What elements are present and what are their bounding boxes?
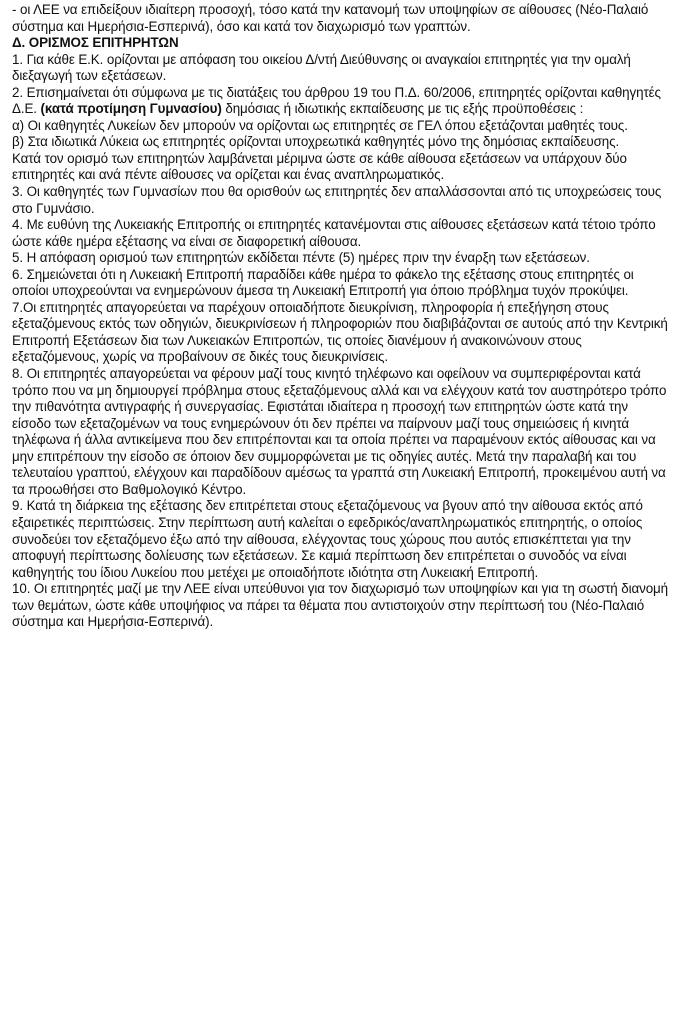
intro-item: - οι ΛΕΕ να επιδείξουν ιδιαίτερη προσοχή, τόσο κατά την κατανομή των υποψηφίων σε αίθουσες (Νέο-Παλαιό σύστημα και Ημερήσια-Εσπερινά), όσο και κατά τον διαχωρισμό των γραπτών.	[12, 2, 649, 34]
paragraph-2a: α) Οι καθηγητές Λυκείων δεν μπορούν να ορίζονται ως επιτηρητές σε ΓΕΛ όπου εξετάζονται μαθητές τους.	[12, 117, 628, 133]
paragraph-2c: Κατά τον ορισμό των επιτηρητών λαμβάνεται μέριμνα ώστε σε κάθε αίθουσα εξετάσεων να υπάρχουν δύο επιτηρητές και ανά πέντε αίθουσες να ορίζεται και ένας αναπληρωματικός.	[12, 150, 627, 183]
paragraph-6: 6. Σημειώνεται ότι η Λυκειακή Επιτροπή παραδίδει κάθε ημέρα το φάκελο της εξέτασης στους επιτηρητές οι οποίοι υποχρεούνται να ενημερώνουν άμεσα τη Λυκειακή Επιτροπή για όποιο πρόβλημα τυχόν προκύψει.	[12, 266, 634, 299]
paragraph-9: 9. Κατά τη διάρκεια της εξέτασης δεν επιτρέπεται στους εξεταζόμενους να βγουν από την αίθουσα εκτός από εξαιρετικές περιπτώσεις. Στην περίπτωση αυτή καλείται ο εφεδρικός/αναπληρωματικός επιτηρητής, ο οποίος συνοδεύει τον εξεταζόμενο έξω από την αίθουσα, ελέγχοντας τους χώρους που αυτός επισκέπτεται για την αποφυγή περίπτωσης δολίευσης των εξετάσεων. Σε καμιά περίπτωση δεν επιτρέπεται ο συνοδός να είναι καθηγητής του ίδιου Λυκείου που μετέχει με οποιαδήποτε ιδιότητα στη Λυκειακή Επιτροπή.	[12, 498, 643, 580]
paragraph-8: 8. Οι επιτηρητές απαγορεύεται να φέρουν μαζί τους κινητό τηλέφωνο και οφείλουν να συμπεριφέρονται κατά τρόπο που να μη δημιουργεί πρόβλημα στους εξεταζόμενους αλλά και να ελέγχουν κατά τον αυστηρότερο τρόπο την πιθανότητα αντιγραφής ή συνεργασίας. Εφιστάται ιδιαίτερα η προσοχή των επιτηρητών ώστε κατά την είσοδο των εξεταζομένων να τους ενημερώνουν ότι δεν πρέπει να παίρνουν μαζί τους σημειώσεις ή κινητά τηλέφωνα ή άλλα αντικείμενα που δεν επιτρέπονται και τα οποία πρέπει να παραμένουν εκτός αίθουσας και να μην επιτρέπουν την είσοδο σε όποιον δεν συμμορφώνεται με τις οδηγίες αυτές. Μετά την παραλαβή και του τελευταίου γραπτού, ελέγχουν και παραδίδουν αμέσως τα γραπτά στη Λυκειακή Επιτροπή, προκειμένου αυτή να τα προωθήσει στο Βαθμολογικό Κέντρο.	[12, 366, 667, 497]
paragraph-2-emphasis: (κατά προτίμηση Γυμνασίου)	[40, 101, 222, 117]
paragraph-5: 5. Η απόφαση ορισμού των επιτηρητών εκδίδεται πέντε (5) ημέρες πριν την έναρξη των εξετάσεων.	[12, 250, 590, 266]
paragraph-3: 3. Οι καθηγητές των Γυμνασίων που θα ορισθούν ως επιτηρητές δεν απαλλάσσονται από τις υποχρεώσεις τους στο Γυμνάσιο.	[12, 184, 662, 216]
paragraph-10: 10. Οι επιτηρητές μαζί με την ΛΕΕ είναι υπεύθυνοι για τον διαχωρισμό των υποψηφίων και για τη σωστή διανομή των θεμάτων, ώστε κάθε υποψήφιος να πάρει τα θέματα που αντιστοιχούν στην περίπτωσή του (Νέο-Παλαιό σύστημα και Ημερήσια-Εσπερινά).	[12, 581, 669, 630]
paragraph-1: 1. Για κάθε Ε.Κ. ορίζονται με απόφαση του οικείου Δ/ντή Διεύθυνσης οι αναγκαίοι επιτηρητές για την ομαλή διεξαγωγή των εξετάσεων.	[12, 51, 631, 84]
paragraph-2	[12, 85, 670, 118]
paragraph-2b: β) Στα ιδιωτικά Λύκεια ως επιτηρητές ορίζονται υποχρεωτικά καθηγητές μόνο της δημόσιας εκπαίδευσης.	[12, 134, 620, 150]
document-page	[12, 2, 670, 631]
paragraph-2-text-start: 2. Επισημαίνεται ότι σύμφωνα με τις διατάξεις του άρθρου 19 του Π.Δ. 60/2006, επιτηρητές ορίζονται καθηγητές Δ.Ε.	[12, 84, 661, 117]
paragraph-7: 7.Οι επιτηρητές απαγορεύεται να παρέχουν οποιαδήποτε διευκρίνιση, πληροφορία ή επεξήγηση στους εξεταζόμενους εκτός των οδηγιών, διευκρινίσεων ή πληροφοριών που διαβιβάζονται σε αυτούς από την Κεντρική Επιτροπή Εξετάσεων δια των Λυκειακών Επιτροπών, τις οποίες διανέμουν ή ανακοινώνουν στους εξεταζόμενους, χωρίς να προβαίνουν σε δικές τους διευκρινίσεις.	[12, 299, 668, 365]
paragraph-4: 4. Με ευθύνη της Λυκειακής Επιτροπής οι επιτηρητές κατανέμονται στις αίθουσες εξετάσεων κατά τέτοιο τρόπο ώστε κάθε ημέρα εξέτασης να είναι σε διαφορετική αίθουσα.	[12, 217, 656, 249]
paragraph-2-text-end: δημόσιας ή ιδιωτικής εκπαίδευσης με τις εξής προϋποθέσεις :	[221, 101, 584, 117]
section-heading: Δ. ΟΡΙΣΜΟΣ ΕΠΙΤΗΡΗΤΩΝ	[12, 35, 179, 51]
